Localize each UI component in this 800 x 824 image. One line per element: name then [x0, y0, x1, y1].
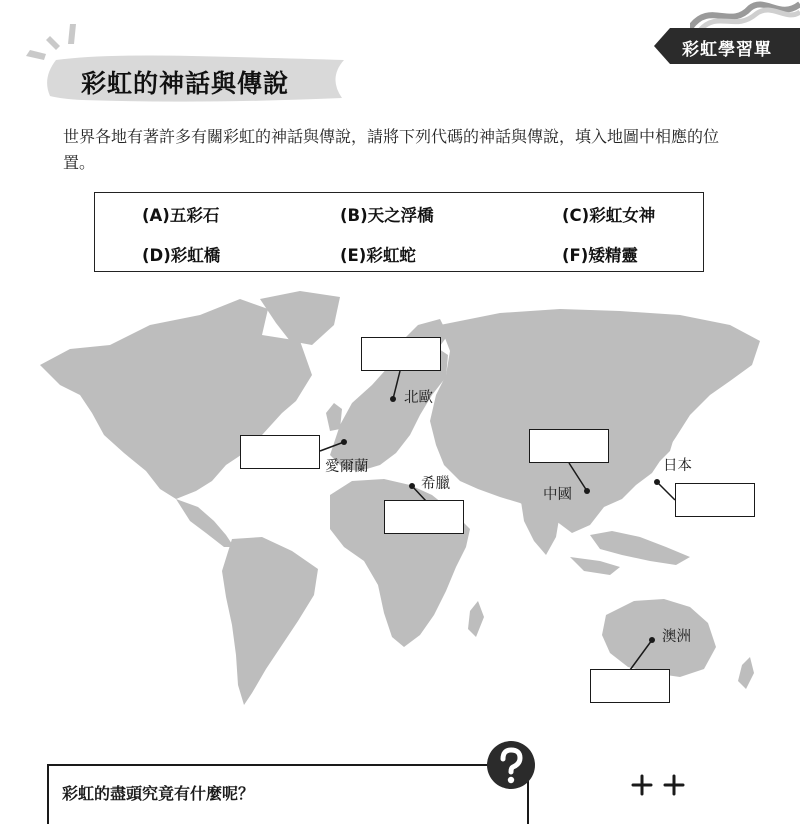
- instruction-text: 世界各地有著許多有關彩虹的神話與傳說，請將下列代碼的神話與傳說，填入地圖中相應的位置。: [63, 127, 720, 172]
- label-china: 中國: [543, 487, 572, 503]
- question-mark-icon: [486, 740, 536, 790]
- sparkle-icons: [630, 772, 690, 800]
- decorative-waves: [690, 0, 800, 30]
- answer-box-greece[interactable]: [384, 500, 464, 534]
- madagascar-landmass: [468, 601, 484, 637]
- section-title: 彩虹的神話與傳說: [81, 69, 290, 98]
- label-north-europe: 北歐: [404, 390, 433, 406]
- option-d: (D)彩虹橋: [142, 246, 221, 265]
- option-a: (A)五彩石: [142, 206, 220, 225]
- label-australia: 澳洲: [662, 629, 691, 645]
- label-greece: 希臘: [421, 476, 450, 492]
- answer-box-north-europe[interactable]: [361, 337, 441, 371]
- british-isles-landmass: [326, 403, 342, 431]
- answer-box-australia[interactable]: [590, 669, 670, 703]
- australia-landmass: [602, 599, 716, 677]
- new-zealand-landmass: [738, 657, 754, 689]
- option-f: (F)矮精靈: [562, 246, 638, 265]
- worksheet-tag-label: 彩虹學習單: [682, 40, 772, 60]
- southeast-asia-islands: [590, 531, 690, 565]
- central-america-landmass: [176, 499, 234, 547]
- south-america-landmass: [222, 537, 318, 705]
- bottom-question-text: 彩虹的盡頭究竟有什麼呢？: [62, 784, 255, 803]
- indonesia-landmass: [570, 557, 620, 575]
- option-e: (E)彩虹蛇: [340, 246, 416, 265]
- answer-box-japan[interactable]: [675, 483, 755, 517]
- answer-box-ireland[interactable]: [240, 435, 320, 469]
- label-ireland: 愛爾蘭: [325, 459, 369, 475]
- answer-box-china[interactable]: [529, 429, 609, 463]
- worksheet-tag: [654, 28, 800, 64]
- option-b: (B)天之浮橋: [340, 206, 434, 225]
- option-c: (C)彩虹女神: [562, 206, 656, 225]
- label-japan: 日本: [663, 458, 692, 474]
- north-america-landmass: [40, 299, 312, 499]
